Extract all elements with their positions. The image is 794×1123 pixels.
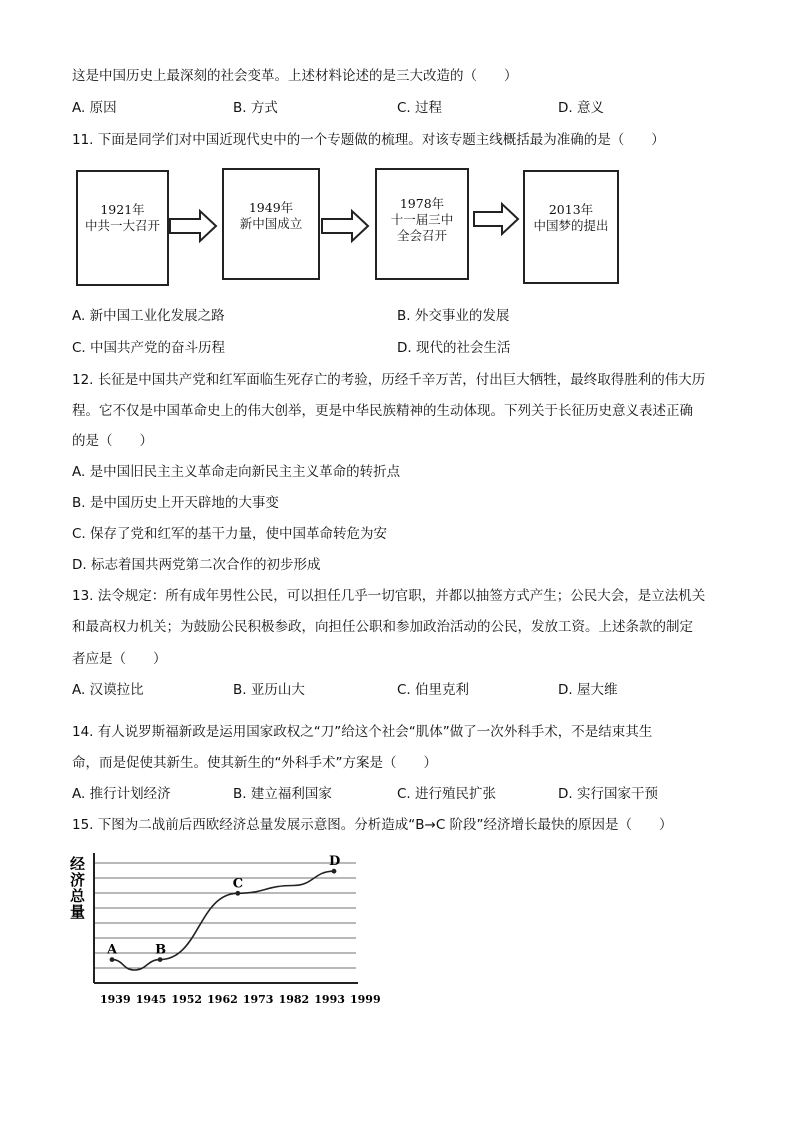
box-year: 1978年	[399, 196, 445, 211]
x-tick-label: 1973	[242, 993, 274, 1006]
x-tick-label: 1945	[135, 993, 167, 1006]
q12-option-d[interactable]: D. 标志着国共两党第二次合作的初步形成	[72, 557, 321, 573]
box-event: 十一届三中	[390, 212, 454, 227]
q15-stem: 15. 下图为二战前后西欧经济总量发展示意图。分析造成“B→C 阶段”经济增长最快的原因是（ ）	[72, 817, 673, 833]
q13-option-b[interactable]: B. 亚历山大	[233, 682, 305, 698]
x-tick-label: 1939	[100, 993, 131, 1006]
box-event: 新中国成立	[239, 216, 303, 231]
box-year: 2013年	[548, 202, 594, 217]
q11-stem: 11. 下面是同学们对中国近现代史中的一个专题做的梳理。对该专题主线概括最为准确的是（ ）	[72, 132, 665, 148]
q13-stem-line-1: 13. 法令规定：所有成年男性公民，可以担任几乎一切官职，并都以抽签方式产生；公民大会，是立法机关	[72, 588, 706, 604]
q13-stem-line-2: 和最高权力机关；为鼓励公民积极参政，向担任公职和参加政治活动的公民，发放工资。上述条款的制定	[72, 619, 693, 635]
timeline-arrows	[0, 0, 794, 300]
q12-stem-line-3: 的是（ ）	[72, 433, 153, 449]
x-tick-label: 1993	[314, 993, 345, 1006]
box-year: 1949年	[248, 200, 294, 215]
arrow-right-icon	[474, 204, 518, 234]
x-tick-label: 1962	[207, 993, 238, 1006]
point-label-b: B	[155, 942, 167, 958]
q12-stem-line-2: 程。它不仅是中国革命史上的伟大创举，更是中华民族精神的生动体现。下列关于长征历史意义表述正确	[72, 403, 693, 419]
box-year: 1921年	[100, 202, 145, 217]
q12-stem-line-1: 12. 长征是中国共产党和红军面临生死存亡的考验，历经千辛万苦，付出巨大牺牲，最终取得胜利的伟大历	[72, 372, 706, 388]
series-line	[112, 871, 334, 970]
data-point-c	[235, 891, 240, 896]
q13-stem-line-3: 者应是（ ）	[72, 651, 167, 667]
point-label-d: D	[329, 854, 341, 870]
arrow-right-icon	[322, 211, 368, 241]
q14-stem-line-1: 14. 有人说罗斯福新政是运用国家政权之“刀”给这个社会“肌体”做了一次外科手术，不是结束其生	[72, 724, 653, 740]
q10-option-d[interactable]: D. 意义	[558, 100, 604, 116]
q12-option-b[interactable]: B. 是中国历史上开天辟地的大事变	[72, 495, 279, 511]
y-axis-label: 经济总量	[70, 855, 86, 921]
q14-option-d[interactable]: D. 实行国家干预	[558, 786, 658, 802]
q12-option-a[interactable]: A. 是中国旧民主主义革命走向新民主主义革命的转折点	[72, 464, 401, 480]
point-label-a: A	[107, 942, 118, 958]
q11-option-b[interactable]: B. 外交事业的发展	[397, 308, 510, 324]
q13-option-d[interactable]: D. 屋大维	[558, 682, 618, 698]
q14-stem-line-2: 命，而是促使其新生。使其新生的“外科手术”方案是（ ）	[72, 755, 437, 771]
q12-option-c[interactable]: C. 保存了党和红军的基干力量，使中国革命转危为安	[72, 526, 388, 542]
box-event-line2: 全会召开	[396, 228, 447, 243]
x-tick-label: 1982	[278, 993, 310, 1006]
box-event: 中共一大召开	[84, 218, 160, 233]
q10-option-b[interactable]: B. 方式	[233, 100, 278, 116]
q10-stem: 这是中国历史上最深刻的社会变革。上述材料论述的是三大改造的（ ）	[72, 68, 518, 84]
economy-chart	[66, 845, 381, 1015]
point-label-c: C	[232, 876, 244, 892]
q11-option-a[interactable]: A. 新中国工业化发展之路	[72, 308, 225, 324]
x-tick-label: 1952	[171, 993, 203, 1006]
q10-option-a[interactable]: A. 原因	[72, 100, 117, 116]
q10-option-c[interactable]: C. 过程	[397, 100, 443, 116]
chart-grid	[94, 863, 356, 968]
box-event: 中国梦的提出	[533, 218, 609, 233]
q14-option-b[interactable]: B. 建立福利国家	[233, 786, 332, 802]
data-point-d	[332, 869, 337, 874]
arrow-right-icon	[170, 211, 216, 241]
data-point-b	[158, 957, 163, 962]
x-tick-label: 1999	[350, 993, 381, 1006]
q11-option-d[interactable]: D. 现代的社会生活	[397, 340, 511, 356]
q14-option-a[interactable]: A. 推行计划经济	[72, 786, 171, 802]
data-point-a	[110, 957, 115, 962]
q13-option-c[interactable]: C. 伯里克利	[397, 682, 470, 698]
x-tick-labels	[100, 993, 381, 1006]
q13-option-a[interactable]: A. 汉谟拉比	[72, 682, 144, 698]
q14-option-c[interactable]: C. 进行殖民扩张	[397, 786, 497, 802]
q11-option-c[interactable]: C. 中国共产党的奋斗历程	[72, 340, 226, 356]
